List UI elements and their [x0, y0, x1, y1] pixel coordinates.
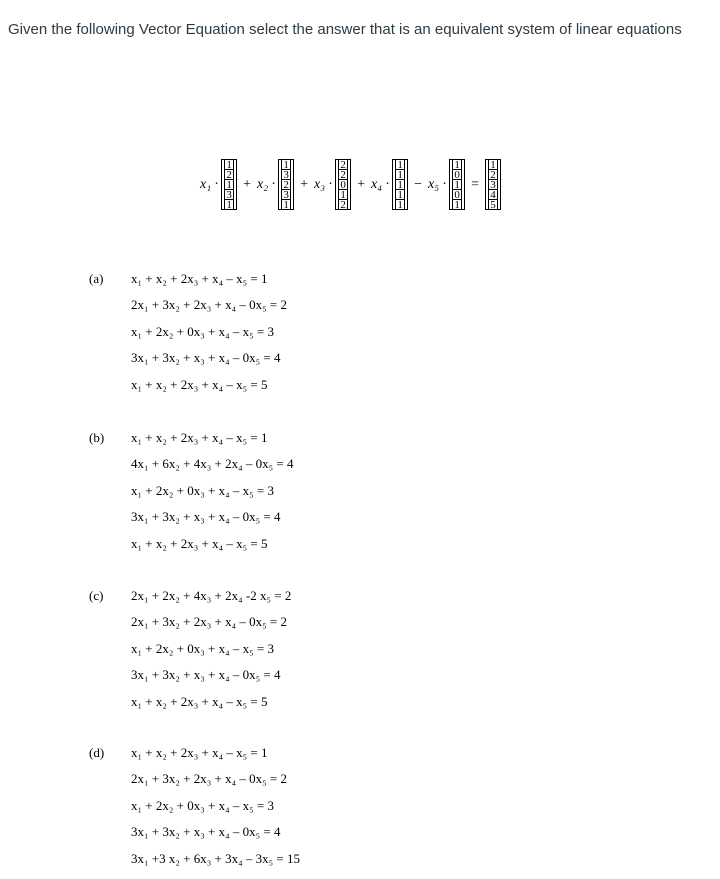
equation: 3x₁ + 3x₂ + x₃ + x₄ – 0x₅ = 4	[131, 350, 281, 366]
equation: x₁ + 2x₂ + 0x₃ + x₄ – x₅ = 3	[131, 482, 274, 498]
equation: 3x₁ + 3x₂ + x₃ + x₄ – 0x₅ = 4	[131, 667, 281, 683]
matrix-entry: 1	[395, 169, 405, 180]
operator: +	[357, 176, 365, 192]
column-vector	[335, 159, 351, 210]
matrix-entry: 1	[395, 179, 405, 190]
matrix-entry: 0	[338, 179, 348, 190]
matrix-entry: 1	[488, 159, 498, 170]
equation-list	[131, 745, 431, 877]
matrix-entry: 3	[488, 179, 498, 190]
equation: 2x₁ + 3x₂ + 2x₃ + x₄ – 0x₅ = 2	[131, 297, 287, 313]
operator: −	[414, 176, 422, 192]
matrix-entry: 1	[338, 189, 348, 200]
matrix-entry: 5	[488, 199, 498, 210]
equation: x₁ + x₂ + 2x₃ + x₄ – x₅ = 5	[131, 376, 268, 392]
question-text: Given the following Vector Equation select the answer that is an equivalent system of linear equations	[8, 21, 682, 38]
matrix-entry: 1	[224, 179, 234, 190]
coefficient: x₃ ·	[314, 176, 333, 192]
option-label: (d)	[89, 745, 105, 760]
matrix-entry: 1	[281, 159, 291, 170]
column-vector	[278, 159, 294, 210]
matrix-entry: 2	[338, 199, 348, 210]
vector-equation	[200, 159, 501, 210]
matrix-entry: 2	[488, 169, 498, 180]
matrix-entry: 1	[452, 179, 462, 190]
matrix-entry: 1	[281, 199, 291, 210]
matrix-entry: 1	[452, 159, 462, 170]
matrix-entry: 1	[395, 159, 405, 170]
option-label: (c)	[89, 588, 104, 603]
coefficient: x₅ ·	[428, 176, 447, 192]
equation: 3x₁ + 3x₂ + x₃ + x₄ – 0x₅ = 4	[131, 824, 281, 840]
matrix-entry: 1	[224, 199, 234, 210]
equation: 2x₁ + 3x₂ + 2x₃ + x₄ – 0x₅ = 2	[131, 614, 287, 630]
equation: x₁ + x₂ + 2x₃ + x₄ – x₅ = 1	[131, 745, 268, 760]
matrix-entry: 1	[452, 199, 462, 210]
coefficient: x₁ ·	[200, 176, 219, 192]
matrix-entry: 1	[224, 159, 234, 170]
coefficient: x₄ ·	[371, 176, 390, 192]
matrix-entry: 0	[452, 169, 462, 180]
matrix-entry: 2	[338, 169, 348, 180]
matrix-entry: 3	[281, 189, 291, 200]
equation: 4x₁ + 6x₂ + 4x₃ + 2x₄ – 0x₅ = 4	[131, 456, 294, 472]
matrix-entry: 1	[395, 189, 405, 200]
equation: 2x₁ + 3x₂ + 2x₃ + x₄ – 0x₅ = 2	[131, 771, 287, 787]
matrix-entry: 2	[224, 169, 234, 180]
rhs-vector	[485, 159, 501, 210]
equals-sign: =	[471, 176, 479, 192]
equation: 3x₁ + 3x₂ + x₃ + x₄ – 0x₅ = 4	[131, 509, 281, 525]
column-vector	[449, 159, 465, 210]
equation: x₁ + 2x₂ + 0x₃ + x₄ – x₅ = 3	[131, 797, 274, 813]
column-vector	[221, 159, 237, 210]
equation: 2x₁ + 2x₂ + 4x₃ + 2x₄ -2 x₅ = 2	[131, 588, 292, 603]
matrix-entry: 4	[488, 189, 498, 200]
equation: x₁ + x₂ + 2x₃ + x₄ – x₅ = 1	[131, 271, 268, 286]
matrix-entry: 2	[281, 179, 291, 190]
equation-list	[131, 430, 431, 562]
equation: x₁ + 2x₂ + 0x₃ + x₄ – x₅ = 3	[131, 323, 274, 339]
equation: 3x₁ +3 x₂ + 6x₃ + 3x₄ – 3x₅ = 15	[131, 850, 300, 866]
matrix-entry: 3	[224, 189, 234, 200]
matrix-entry: 1	[395, 199, 405, 210]
column-vector	[392, 159, 408, 210]
matrix-entry: 0	[452, 189, 462, 200]
equation: x₁ + x₂ + 2x₃ + x₄ – x₅ = 5	[131, 535, 268, 551]
equation: x₁ + x₂ + 2x₃ + x₄ – x₅ = 1	[131, 430, 268, 445]
equation: x₁ + 2x₂ + 0x₃ + x₄ – x₅ = 3	[131, 640, 274, 656]
matrix-entry: 3	[281, 169, 291, 180]
equation-list	[131, 588, 431, 720]
equation-list	[131, 271, 431, 403]
option-label: (a)	[89, 271, 104, 286]
matrix-entry: 2	[338, 159, 348, 170]
coefficient: x₂ ·	[257, 176, 276, 192]
option-label: (b)	[89, 430, 105, 445]
equation: x₁ + x₂ + 2x₃ + x₄ – x₅ = 5	[131, 693, 268, 709]
operator: +	[243, 176, 251, 192]
operator: +	[300, 176, 308, 192]
